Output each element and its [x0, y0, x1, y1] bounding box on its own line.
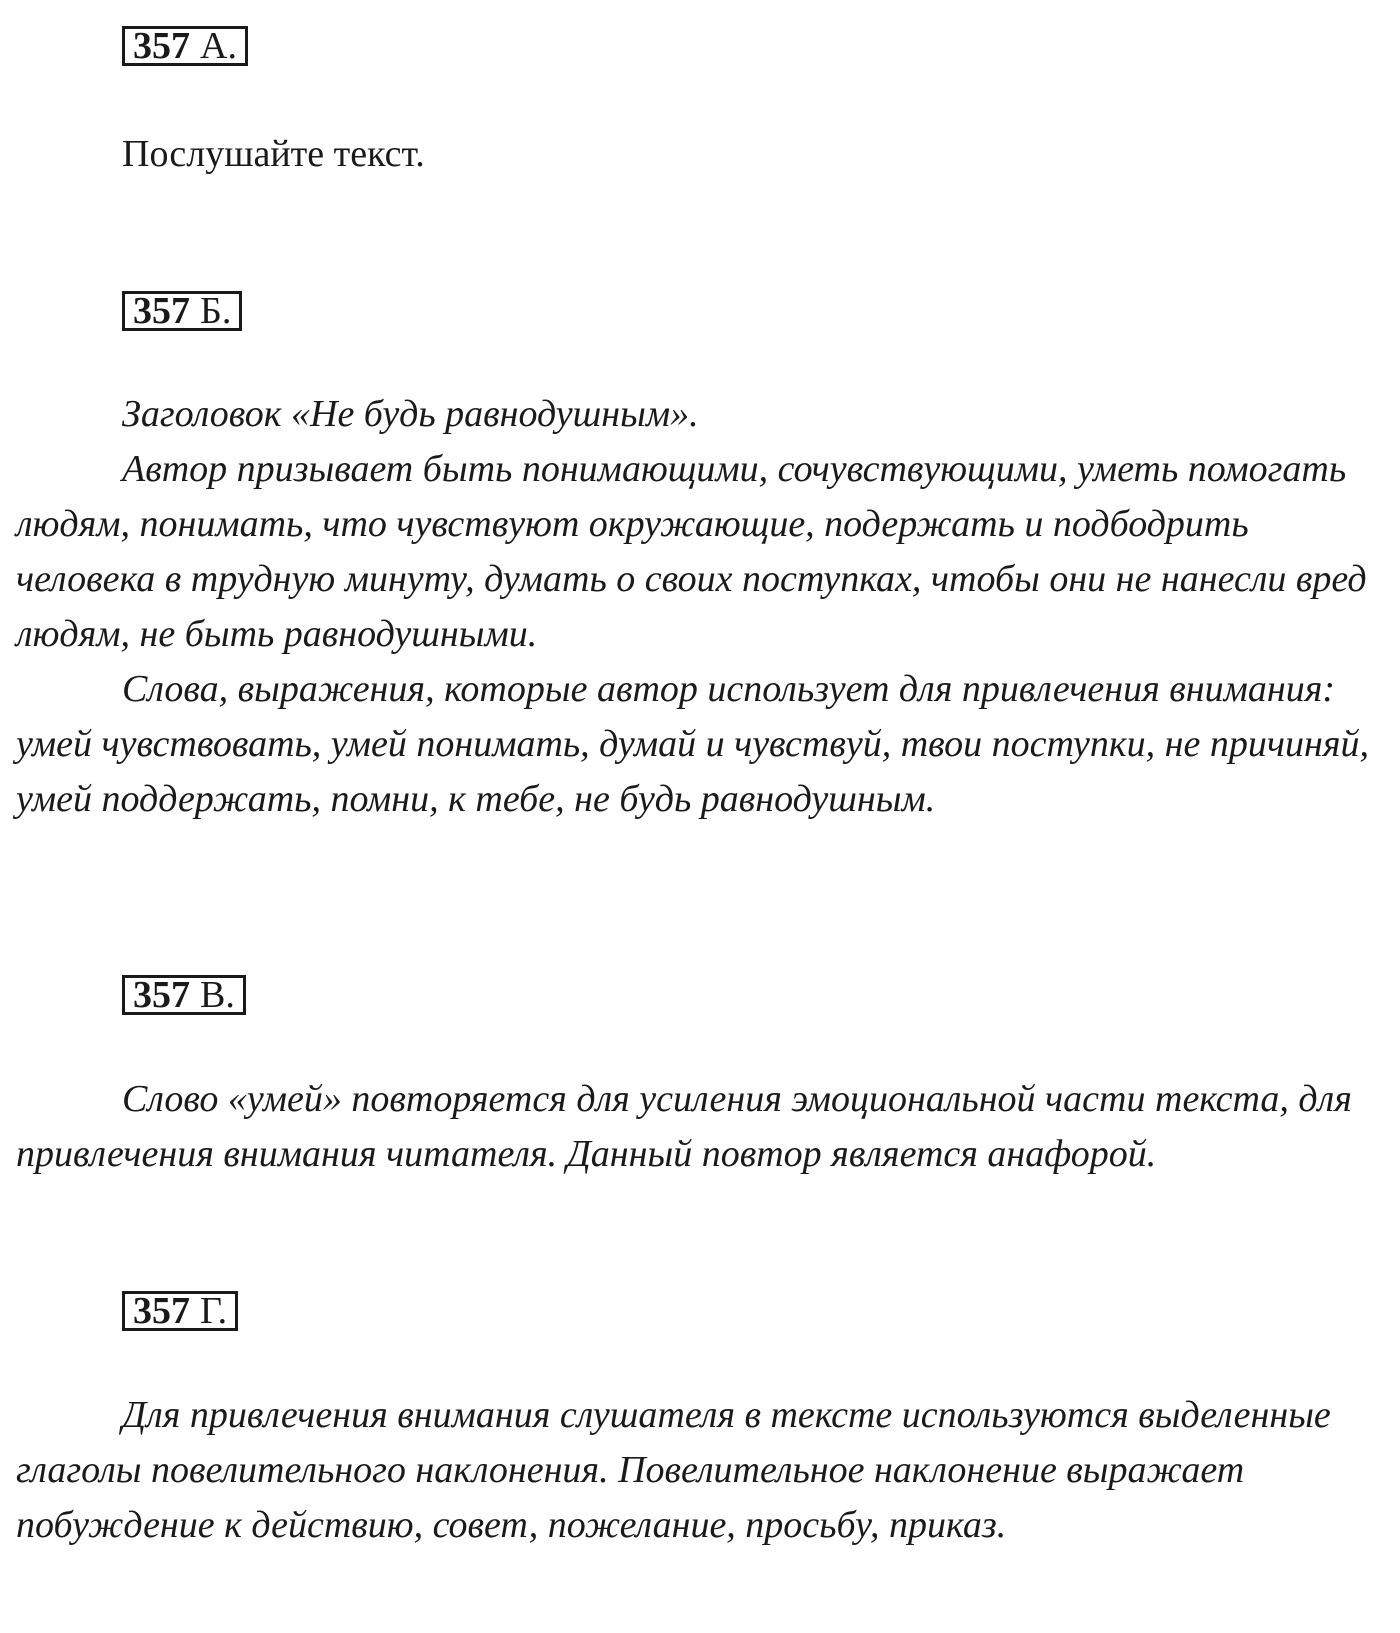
task-number: 357 — [133, 25, 190, 67]
task-letter: Б. — [200, 290, 232, 332]
task-label-357v — [122, 975, 246, 1015]
section-g-paragraph: Для привлечения внимания слушателя в тексте используются выделенные глаголы повелительного наклонения. Повелительное наклонение выражает побуждение к действию, совет, пожелание, просьбу, приказ. — [16, 1394, 1331, 1546]
task-number: 357 — [133, 974, 190, 1016]
section-a-text: Послушайте текст. — [122, 133, 425, 175]
task-number: 357 — [133, 1290, 190, 1332]
task-letter: Г. — [200, 1290, 228, 1332]
task-label-357b — [122, 291, 242, 331]
task-letter: В. — [200, 974, 235, 1016]
section-b-paragraph: Заголовок «Не будь равнодушным». — [122, 393, 699, 435]
section-v-body — [16, 1072, 1386, 1182]
task-label-357a — [122, 26, 248, 66]
section-b-body — [16, 387, 1386, 827]
section-g-body — [16, 1388, 1386, 1553]
section-v-paragraph: Слово «умей» повторяется для усиления эмоциональной части текста, для привлечения внимания читателя. Данный повтор является анафорой. — [16, 1078, 1352, 1175]
task-letter: А. — [200, 25, 237, 67]
section-b-paragraph: Слова, выражения, которые автор использует для привлечения внимания: умей чувствовать, умей понимать, думай и чувствуй, твои поступки, не причиняй, умей поддержать, помни, к тебе, не будь равнодушным. — [16, 668, 1370, 820]
task-label-357g — [122, 1291, 238, 1331]
section-b-paragraph: Автор призывает быть понимающими, сочувствующими, уметь помогать людям, понимать, что чувствуют окружающие, подержать и подбодрить человека в трудную минуту, думать о своих поступках, чтобы они не нанесли вред людям, не быть равнодушными. — [16, 448, 1367, 655]
task-number: 357 — [133, 290, 190, 332]
